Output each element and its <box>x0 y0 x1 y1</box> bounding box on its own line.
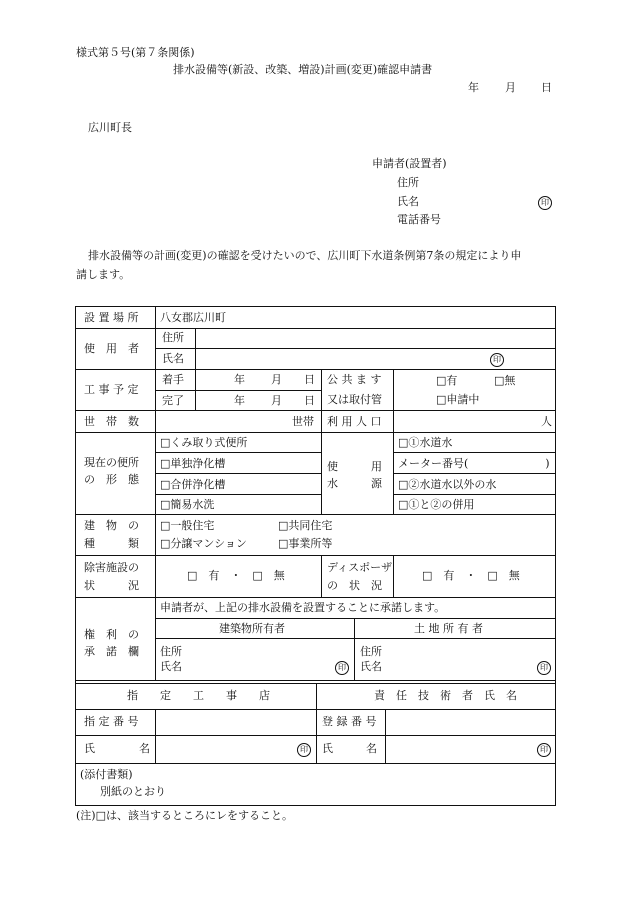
building-option-3[interactable]: □分譲マンション <box>160 537 247 550</box>
toilet-option-2[interactable]: □単独浄化槽 <box>160 457 226 470</box>
users-unit: 人 <box>541 415 552 428</box>
water-meter-number[interactable]: メーター番号( ) <box>398 457 550 470</box>
applicant-phone-label: 電話番号 <box>397 213 441 226</box>
household-unit: 世帯 <box>292 415 314 428</box>
public-option-applying[interactable]: □申請中 <box>436 393 480 406</box>
date-month: 月 <box>505 81 516 94</box>
obstacle-label-2: 状 況 <box>84 579 139 592</box>
building-option-2[interactable]: □共同住宅 <box>278 519 333 532</box>
toilet-label-2: の 形 態 <box>84 473 139 486</box>
obstacle-options[interactable]: □ 有 ・ □ 無 <box>187 569 285 582</box>
intro-line-1: 排水設備等の計画(変更)の確認を受けたいので、広川町下水道条例第7条の規定により申 <box>88 249 522 262</box>
applicant-address-label: 住所 <box>397 176 419 189</box>
intro-line-2: 請します。 <box>76 268 131 281</box>
water-label-1: 使 用 <box>327 460 382 473</box>
form-title: 排水設備等(新設、改築、増設)計画(変更)確認申請書 <box>173 63 433 76</box>
contractor-header: 指 定 工 事 店 <box>127 689 270 702</box>
date-day: 日 <box>541 81 552 94</box>
toilet-option-1[interactable]: □くみ取り式便所 <box>160 436 248 449</box>
location-value: 八女郡広川町 <box>160 311 226 324</box>
work-start-year: 年 <box>234 373 245 386</box>
seal-icon: 印 <box>537 661 551 675</box>
public-label-1: 公 共 ま す <box>327 373 382 386</box>
seal-icon: 印 <box>335 661 349 675</box>
engineer-header: 責 任 技 術 者 氏 名 <box>374 689 517 702</box>
building-option-4[interactable]: □事業所等 <box>278 537 333 550</box>
user-address-label: 住所 <box>162 331 184 344</box>
date-year: 年 <box>468 81 479 94</box>
water-label-2: 水 源 <box>327 477 382 490</box>
disposer-options[interactable]: □ 有 ・ □ 無 <box>422 569 520 582</box>
work-start-label: 着手 <box>162 373 184 386</box>
work-finish-year: 年 <box>234 394 245 407</box>
toilet-label-1: 現在の便所 <box>84 456 139 469</box>
toilet-option-3[interactable]: □合併浄化槽 <box>160 478 226 491</box>
consent-label-1: 権 利 の <box>84 628 139 641</box>
form-number: 様式第５号(第７条関係) <box>76 46 195 59</box>
contractor-name-label: 氏 名 <box>84 742 150 755</box>
user-seal <box>490 352 504 367</box>
building-owner-address: 住所 <box>160 645 182 658</box>
building-label-2: 種 類 <box>84 537 139 550</box>
work-label: 工 事 予 定 <box>84 383 139 396</box>
users-label: 利 用 人 口 <box>327 415 382 428</box>
work-start-day: 日 <box>304 373 315 386</box>
work-finish-day: 日 <box>304 394 315 407</box>
footnote: (注)□は、該当するところにレをすること。 <box>76 809 293 822</box>
land-owner-address: 住所 <box>360 645 382 658</box>
designated-number-label: 指 定 番 号 <box>84 715 139 728</box>
land-owner-seal <box>537 660 551 675</box>
toilet-option-4[interactable]: □簡易水洗 <box>160 498 215 511</box>
applicant-heading: 申請者(設置者) <box>372 157 447 170</box>
attachments-label: (添付書類) <box>80 768 133 781</box>
disposer-label-2: の 状 況 <box>327 579 382 592</box>
consent-text: 申請者が、上記の排水設備を設置することに承諾します。 <box>160 601 446 614</box>
building-owner-header: 建築物所有者 <box>219 622 285 635</box>
applicant-seal <box>538 195 552 210</box>
addressee: 広川町長 <box>88 121 132 134</box>
seal-icon: 印 <box>537 743 551 757</box>
building-owner-name: 氏名 <box>160 660 182 673</box>
building-label-1: 建 物 の <box>84 519 139 532</box>
seal-icon: 印 <box>538 196 552 210</box>
public-option-yes[interactable]: □有 <box>436 374 458 387</box>
consent-label-2: 承 諾 欄 <box>84 645 139 658</box>
public-label-2: 又は取付管 <box>327 393 382 406</box>
public-option-no[interactable]: □無 <box>494 374 516 387</box>
water-option-3[interactable]: □①と②の併用 <box>398 498 475 511</box>
disposer-label-1: ディスポーザ <box>327 561 393 574</box>
attachments-value: 別紙のとおり <box>100 785 166 798</box>
building-owner-seal <box>335 660 349 675</box>
household-label: 世 帯 数 <box>84 415 139 428</box>
contractor-seal <box>297 742 311 757</box>
work-finish-label: 完了 <box>162 394 184 407</box>
registration-number-label: 登 録 番 号 <box>322 715 377 728</box>
applicant-name-label: 氏名 <box>397 195 419 208</box>
seal-icon: 印 <box>297 743 311 757</box>
work-finish-month: 月 <box>271 394 282 407</box>
location-label: 設 置 場 所 <box>84 311 139 324</box>
land-owner-header: 土 地 所 有 者 <box>414 622 483 635</box>
building-option-1[interactable]: □一般住宅 <box>160 519 215 532</box>
water-option-2[interactable]: □②水道水以外の水 <box>398 478 497 491</box>
land-owner-name: 氏名 <box>360 660 382 673</box>
work-start-month: 月 <box>271 373 282 386</box>
user-label: 使 用 者 <box>84 342 139 355</box>
obstacle-label-1: 除害施設の <box>84 561 139 574</box>
engineer-seal <box>537 742 551 757</box>
seal-icon: 印 <box>490 353 504 367</box>
engineer-name-label: 氏 名 <box>322 742 377 755</box>
user-name-label: 氏名 <box>162 352 184 365</box>
water-option-1[interactable]: □①水道水 <box>398 436 453 449</box>
